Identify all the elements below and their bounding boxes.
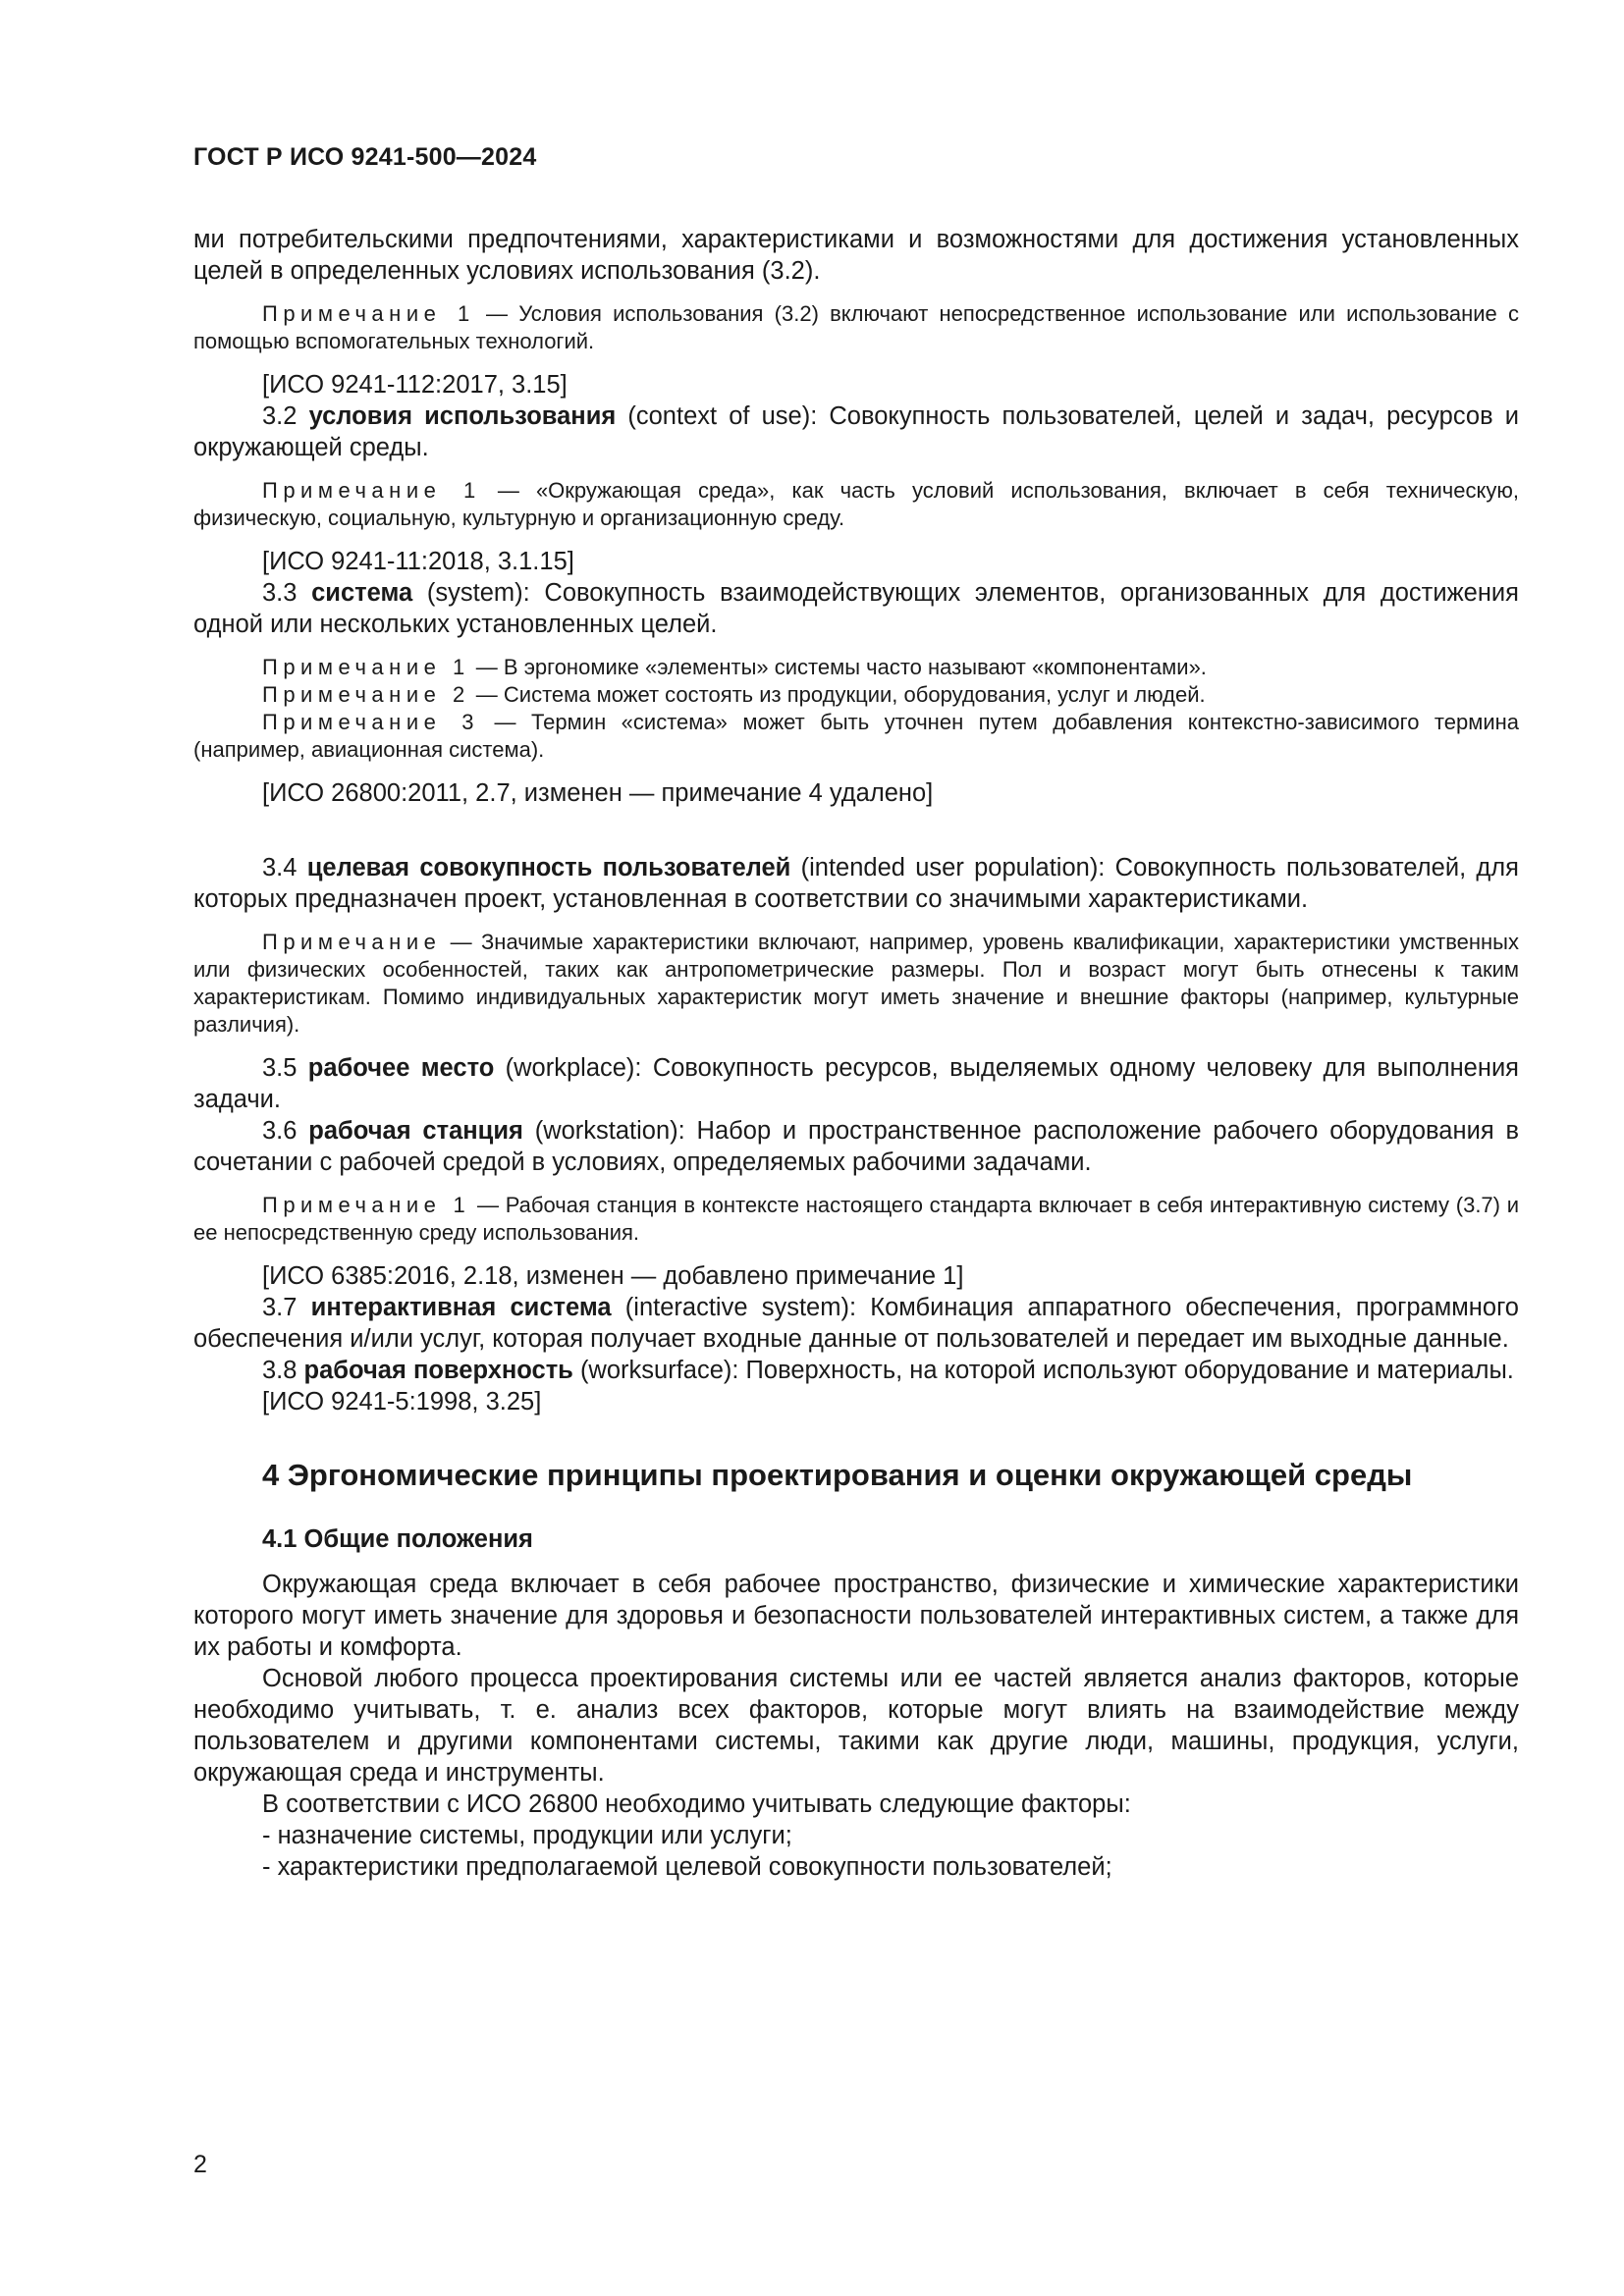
term-definition: (context of use): Совокупность пользователей, целей и задач, ресурсов и окружающей среды.	[193, 402, 1519, 461]
term-title: рабочая станция	[308, 1117, 523, 1145]
term-definition: (workstation): Набор и пространственное расположение рабочего оборудования в сочетании с рабочей средой в условиях, определяемых рабочими задачами.	[193, 1117, 1519, 1176]
note	[193, 300, 1519, 355]
reference: [ИСО 9241-5:1998, 3.25]	[262, 1388, 542, 1415]
note-text: — Рабочая станция в контексте настоящего стандарта включает в себя интерактивную систему (3.7) и ее непосредственную среду использования.	[193, 1193, 1520, 1245]
term-title: рабочее место	[307, 1054, 495, 1082]
page-content	[193, 224, 1519, 1883]
note	[193, 709, 1519, 764]
note-label: Примечание 3	[262, 710, 480, 734]
section-heading-4: 4 Эргономические принципы проектирования и оценки окружающей среды	[262, 1458, 1413, 1492]
paragraph: В соответствии с ИСО 26800 необходимо учитывать следующие факторы:	[262, 1790, 1131, 1818]
note-text: — Условия использования (3.2) включают непосредственное использование или использование с помощью вспомогательных технологий.	[193, 301, 1519, 353]
term-number: 3.2	[262, 402, 309, 430]
reference: [ИСО 9241-112:2017, 3.15]	[262, 371, 568, 399]
note-text: — Термин «система» может быть уточнен путем добавления контекстно-зависимого термина (например, авиационная система).	[193, 710, 1519, 762]
term-3-2	[193, 400, 1519, 463]
term-definition: (workplace): Совокупность ресурсов, выделяемых одному человеку для выполнения задачи.	[193, 1054, 1519, 1113]
term-title: рабочая поверхность	[303, 1357, 573, 1384]
note-label: Примечание	[262, 930, 442, 954]
note-text: — «Окружающая среда», как часть условий использования, включает в себя техническую, физическую, социальную, культурную и организационную среду.	[193, 478, 1519, 530]
term-definition: (system): Совокупность взаимодействующих элементов, организованных для достижения одной или нескольких установленных целей.	[193, 579, 1519, 638]
document-header: ГОСТ Р ИСО 9241-500—2024	[193, 143, 537, 171]
note	[193, 1192, 1519, 1247]
term-3-4	[193, 852, 1519, 915]
continued-paragraph: ми потребительскими предпочтениями, характеристиками и возможностями для достижения установленных целей в определенных условиях использования (3.2).	[193, 226, 1519, 285]
reference: [ИСО 26800:2011, 2.7, изменен — примечание 4 удалено]	[262, 779, 934, 807]
paragraph: Окружающая среда включает в себя рабочее пространство, физические и химические характеристики которого могут иметь значение для здоровья и безопасности пользователей интерактивных систем, а также для их работы и комфорта.	[193, 1571, 1519, 1661]
term-3-8	[193, 1355, 1519, 1386]
term-title: система	[311, 579, 413, 607]
term-number: 3.3	[262, 579, 312, 607]
reference: [ИСО 6385:2016, 2.18, изменен — добавлено примечание 1]	[262, 1262, 964, 1290]
term-3-5	[193, 1052, 1519, 1115]
note	[193, 477, 1519, 532]
note-text: — Значимые характеристики включают, например, уровень квалификации, характеристики умственных или физических особенностей, таких как антропометрические размеры. Пол и возраст могут быть отнесены к таким характеристикам. Помимо индивидуальных характеристик могут иметь значение и внешние факторы (например, культурные различия).	[193, 930, 1519, 1037]
note	[193, 681, 1519, 709]
term-3-3	[193, 577, 1519, 640]
note-label: Примечание 2	[262, 682, 470, 707]
note-text: — Система может состоять из продукции, оборудования, услуг и людей.	[469, 682, 1206, 707]
term-number: 3.8	[262, 1357, 304, 1384]
note	[193, 654, 1519, 681]
subsection-heading-4-1: 4.1 Общие положения	[262, 1525, 533, 1553]
term-3-6	[193, 1115, 1519, 1178]
term-number: 3.5	[262, 1054, 308, 1082]
note-label: Примечание 1	[262, 655, 470, 679]
note-label: Примечание 1	[262, 478, 481, 503]
page-number: 2	[193, 2151, 207, 2178]
term-3-7	[193, 1292, 1519, 1355]
list-item: - назначение системы, продукции или услуги;	[262, 1822, 792, 1849]
term-number: 3.6	[262, 1117, 309, 1145]
paragraph: Основой любого процесса проектирования системы или ее частей является анализ факторов, которые необходимо учитывать, т. е. анализ всех факторов, которые могут влиять на взаимодействие между пользователем и другими компонентами системы, такими как другие люди, машины, продукция, услуги, окружающая среда и инструменты.	[193, 1665, 1519, 1787]
term-title: целевая совокупность пользователей	[306, 854, 791, 881]
term-definition: (intended user population): Совокупность пользователей, для которых предназначен проект, установленная в соответствии со значимыми характеристиками.	[193, 854, 1519, 913]
note-text: — В эргономике «элементы» системы часто называют «компонентами».	[469, 655, 1207, 679]
note-label: Примечание 1	[262, 1193, 471, 1217]
list-item: - характеристики предполагаемой целевой совокупности пользователей;	[262, 1853, 1112, 1881]
term-number: 3.4	[262, 854, 307, 881]
term-definition: (worksurface): Поверхность, на которой используют оборудование и материалы.	[572, 1357, 1514, 1384]
note-label: Примечание 1	[262, 301, 475, 326]
note	[193, 929, 1519, 1039]
term-title: условия использования	[308, 402, 617, 430]
term-definition: (interactive system): Комбинация аппаратного обеспечения, программного обеспечения и/или услуг, которая получает входные данные от пользователей и передает им выходные данные.	[193, 1294, 1519, 1353]
term-number: 3.7	[262, 1294, 311, 1321]
term-title: интерактивная система	[310, 1294, 612, 1321]
reference: [ИСО 9241-11:2018, 3.1.15]	[262, 548, 574, 575]
